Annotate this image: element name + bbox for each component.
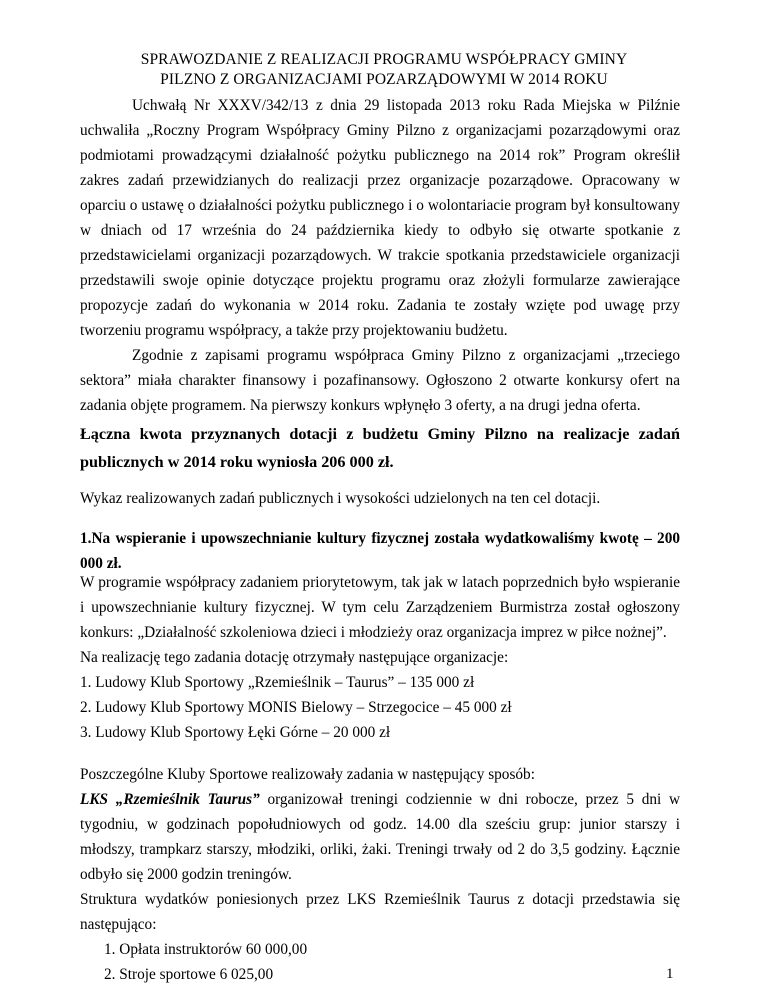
section-1-heading: 1.Na wspieranie i upowszechnianie kultury fizycznej została wydatkowaliśmy kwotę – 200 000 zł.: [80, 530, 680, 572]
list-item: 1. Ludowy Klub Sportowy „Rzemieślnik – Taurus” – 135 000 zł: [80, 674, 475, 691]
total-grant-statement: Łączna kwota przyznanych dotacji z budżetu Gminy Pilzno na realizacje zadań publicznych w 2014 roku wyniosła 206 000 zł.: [80, 425, 680, 471]
title-line-1: SPRAWOZDANIE Z REALIZACJI PROGRAMU WSPÓŁPRACY GMINY: [140, 51, 628, 68]
document-title: [80, 50, 688, 90]
task-list-intro: Wykaz realizowanych zadań publicznych i wysokości udzielonych na ten cel dotacji.: [80, 490, 601, 507]
expense-structure-lead: Struktura wydatków poniesionych przez LKS Rzemieślnik Taurus z dotacji przedstawia się następująco:: [80, 891, 680, 933]
intro-paragraph-1: Uchwałą Nr XXXV/342/13 z dnia 29 listopada 2013 roku Rada Miejska w Pilźnie uchwaliła „Roczny Program Współpracy Gminy Pilzno z organizacjami pozarządowymi oraz podmiotami prowadzącymi działalność pożytku publicznego na 2014 rok” Program określił zakres zadań przewidzianych do realizacji przez organizacje pozarządowe. Opracowany w oparciu o ustawę o działalności pożytku publicznego i o wolontariacie program był konsultowany w dniach od 17 września do 24 października kiedy to odbyło się otwarte spotkanie z przedstawicielami organizacji pozarządowych. W trakcie spotkania przedstawiciele organizacji przedstawili swoje opinie dotyczące projektu programu oraz złożyli formularze zawierające propozycje zadań do wykonania w 2014 roku. Zadania te zostały wzięte pod uwagę przy tworzeniu programu współpracy, a także przy projektowaniu budżetu.: [80, 97, 680, 339]
section-1-body: W programie współpracy zadaniem priorytetowym, tak jak w latach poprzednich było wspieranie i upowszechnianie kultury fizycznej. W tym celu Zarządzeniem Burmistrza został ogłoszony konkurs: „Działalność szkoleniowa dzieci i młodzieży oraz organizacja imprez w piłce nożnej”.: [80, 574, 680, 641]
page-number: 1: [666, 966, 674, 982]
club-name: LKS „Rzemieślnik Taurus”: [80, 791, 260, 808]
club-description: organizował treningi codziennie w dni robocze, przez 5 dni w tygodniu, w godzinach popołudniowych od godz. 14.00 dla sześciu grup: junior starszy i młodszy, trampkarz starszy, młodziki, orliki, żaki. Treningi trwały od 2 do 3,5 godziny. Łącznie odbyło się 2000 godzin treningów.: [80, 791, 680, 883]
grant-recipients-lead: Na realizację tego zadania dotację otrzymały następujące organizacje:: [80, 649, 509, 666]
grant-recipients-list: [80, 670, 680, 745]
title-line-2: PILZNO Z ORGANIZACJAMI POZARZĄDOWYMI W 2014 ROKU: [160, 71, 608, 88]
intro-paragraph-2: Zgodnie z zapisami programu współpraca Gminy Pilzno z organizacjami „trzeciego sektora” miała charakter finansowy i pozafinansowy. Ogłoszono 2 otwarte konkursy ofert na zadania objęte programem. Na pierwszy konkurs wpłynęło 3 oferty, a na drugi jedna oferta.: [80, 347, 680, 414]
clubs-intro: Poszczególne Kluby Sportowe realizowały zadania w następujący sposób:: [80, 766, 535, 783]
expense-list: [104, 937, 664, 987]
lks-taurus-paragraph: [80, 787, 680, 887]
list-item: 1. Opłata instruktorów 60 000,00: [104, 941, 308, 958]
list-item: 3. Ludowy Klub Sportowy Łęki Górne – 20 000 zł: [80, 724, 391, 741]
list-item: 2. Stroje sportowe 6 025,00: [104, 966, 274, 983]
list-item: 2. Ludowy Klub Sportowy MONIS Bielowy – Strzegocice – 45 000 zł: [80, 699, 512, 716]
